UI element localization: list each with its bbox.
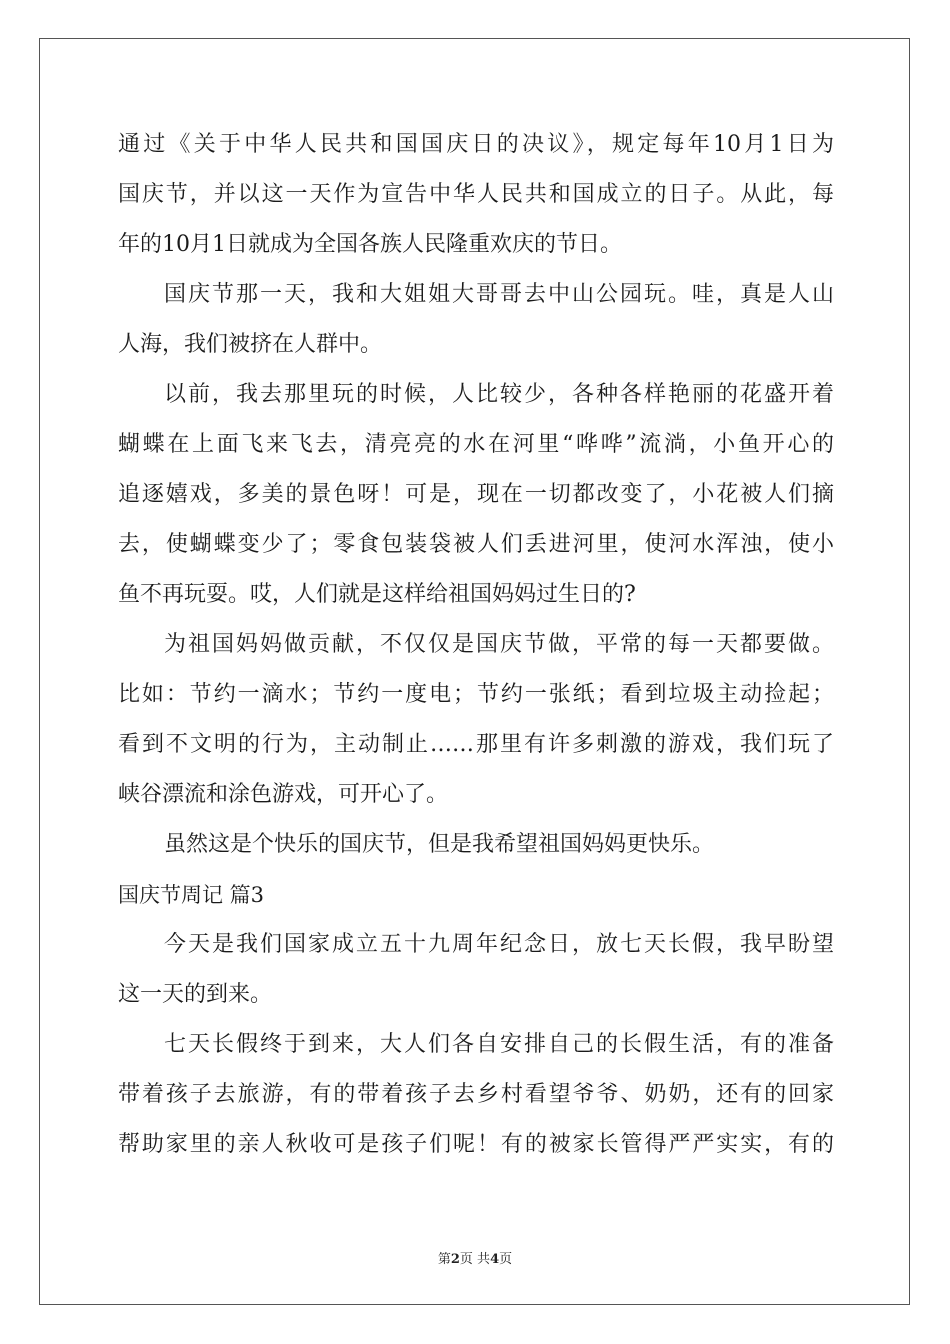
- current-page-number: 2: [450, 1252, 460, 1267]
- paragraph-start-line: 以前，我去那里玩的时候，人比较少，各种各样艳丽的花盛开着: [164, 382, 834, 407]
- text-line: 追逐嬉戏，多美的景色呀！可是，现在一切都改变了，小花被人们摘: [118, 482, 834, 507]
- total-page-number: 4: [490, 1252, 500, 1267]
- text-line: 帮助家里的亲人秋收可是孩子们呢！有的被家长管得严严实实，有的: [118, 1132, 834, 1157]
- section-heading: 国庆节周记 篇3: [118, 883, 265, 907]
- page-number-prefix: 第: [437, 1252, 451, 1267]
- page-number-suffix: 页: [499, 1252, 513, 1267]
- text-line: 这一天的到来。: [118, 982, 273, 1007]
- text-line: 蝴蝶在上面飞来飞去，清亮亮的水在河里“哗哗”流淌，小鱼开心的: [118, 432, 834, 457]
- paragraph-start-line: 虽然这是个快乐的国庆节，但是我希望祖国妈妈更快乐。: [164, 832, 715, 857]
- text-line: 通过《关于中华人民共和国国庆日的决议》，规定每年10月1日为: [118, 132, 834, 157]
- document-body: [118, 128, 834, 1178]
- text-line: 看到不文明的行为，主动制止……那里有许多刺激的游戏，我们玩了: [118, 732, 834, 757]
- text-line: 峡谷漂流和涂色游戏，可开心了。: [118, 782, 449, 807]
- text-line: 带着孩子去旅游，有的带着孩子去乡村看望爷爷、奶奶，还有的回家: [118, 1082, 834, 1107]
- paragraph-start-line: 国庆节那一天，我和大姐姐大哥哥去中山公园玩。哇，真是人山: [164, 282, 834, 307]
- paragraph-start-line: 为祖国妈妈做贡献，不仅仅是国庆节做，平常的每一天都要做。: [164, 632, 834, 657]
- page-footer: [0, 1248, 950, 1267]
- paragraph-start-line: 今天是我们国家成立五十九周年纪念日，放七天长假，我早盼望: [164, 932, 834, 957]
- text-line: 国庆节，并以这一天作为宣告中华人民共和国成立的日子。从此，每: [118, 182, 834, 207]
- text-line: 比如：节约一滴水；节约一度电；节约一张纸；看到垃圾主动捡起；: [118, 682, 834, 707]
- paragraph-start-line: 七天长假终于到来，大人们各自安排自己的长假生活，有的准备: [164, 1032, 834, 1057]
- text-line: 人海，我们被挤在人群中。: [118, 332, 383, 357]
- text-line: 年的10月1日就成为全国各族人民隆重欢庆的节日。: [118, 232, 622, 257]
- text-line: 鱼不再玩耍。哎，人们就是这样给祖国妈妈过生日的?: [118, 582, 636, 607]
- page-number-middle: 页 共: [459, 1252, 491, 1267]
- text-line: 去，使蝴蝶变少了；零食包装袋被人们丢进河里，使河水浑浊，使小: [118, 532, 834, 557]
